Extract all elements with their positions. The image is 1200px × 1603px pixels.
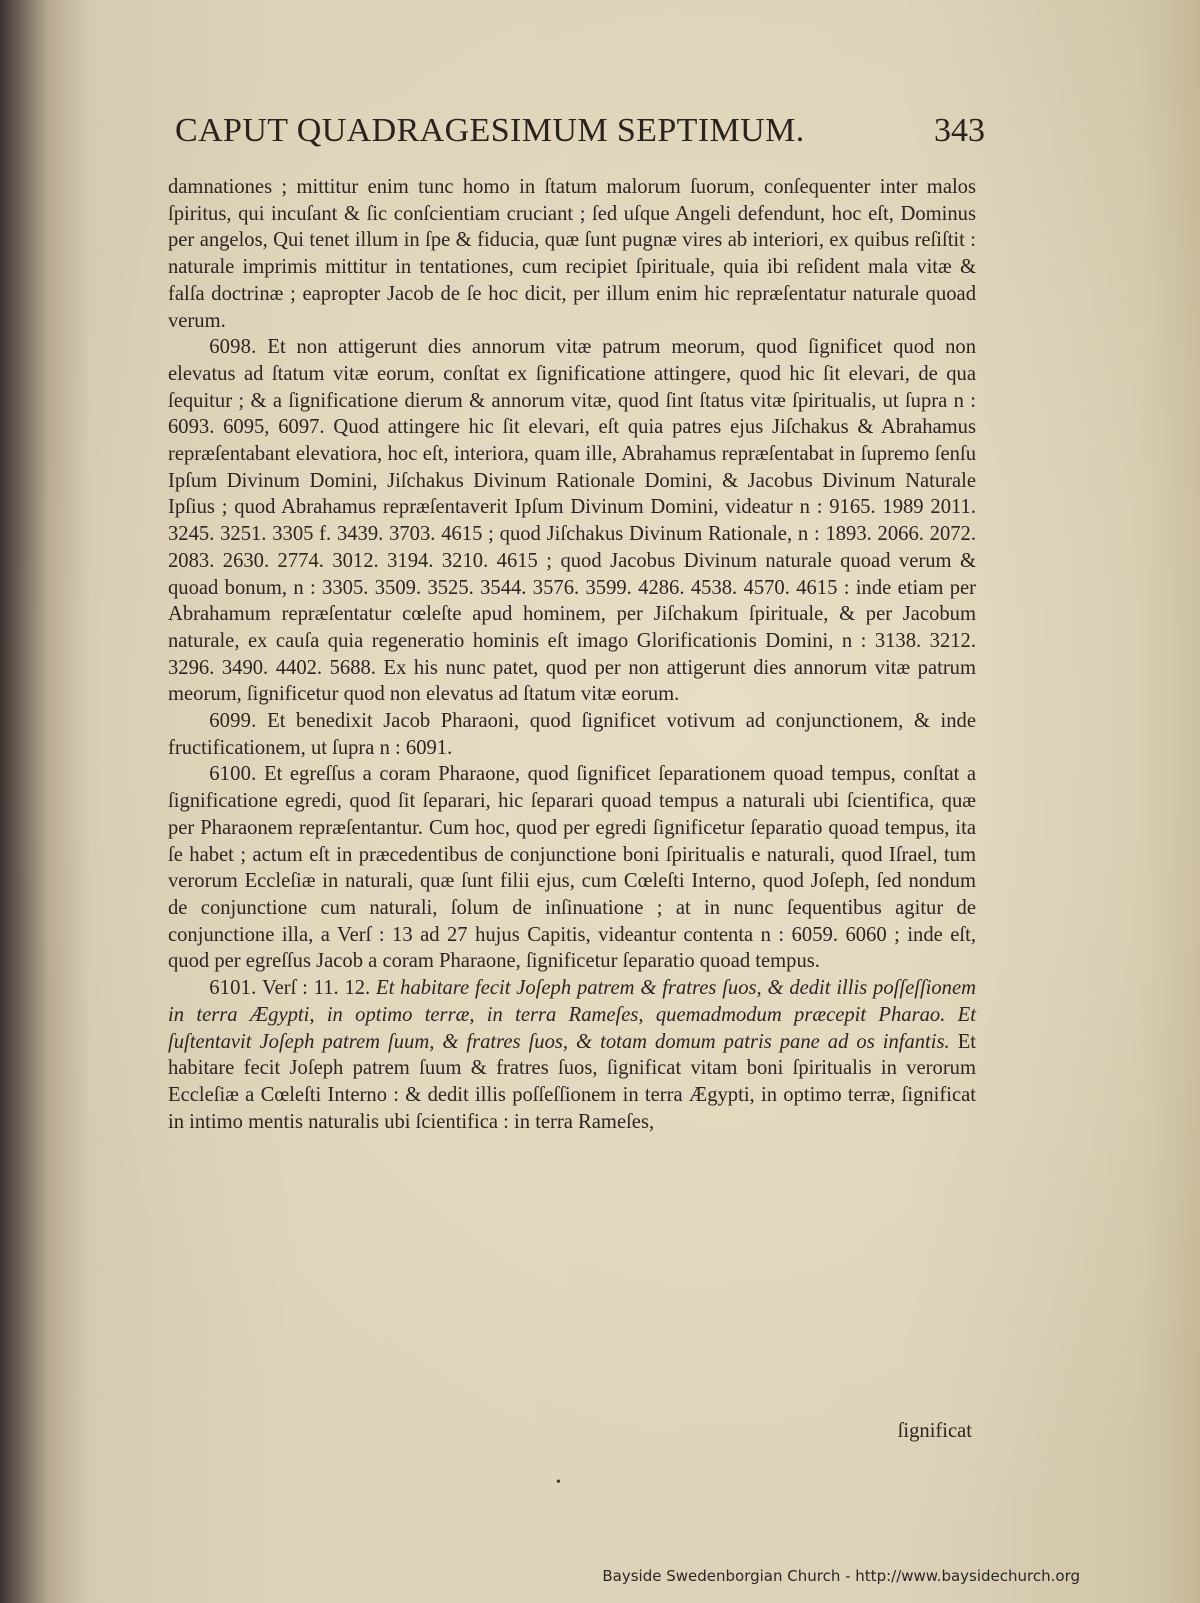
- paragraph-6100: [168, 761, 976, 975]
- catchword: ſignificat: [897, 1420, 972, 1442]
- signature-mark: •: [556, 1475, 561, 1490]
- verse-reference: Verſ : 11. 12.: [261, 977, 371, 1000]
- paragraph-number: 6100.: [209, 763, 257, 786]
- paragraph-number: 6099.: [209, 710, 257, 733]
- paragraph-text: Et benedixit Jacob Pharaoni, quod ſignificet votivum ad conjunctionem, & inde fructificationem, ut ſupra n : 6091.: [168, 710, 976, 759]
- page-number: 343: [934, 112, 985, 149]
- paragraph-number: 6098.: [209, 336, 257, 359]
- paragraph-6098: [168, 334, 976, 708]
- paragraph-text: Et habitare fecit Joſeph patrem ſuum & fratres ſuos, ſignificat vitam boni ſpiritualis in verorum Eccleſiæ a Cœleſti Interno : & dedit illis poſſeſſionem in terra Ægypti, in optimo terræ, ſignificat in intimo mentis naturalis ubi ſcientifica : in terra Rameſes,: [168, 1030, 976, 1133]
- paragraph-6101: [168, 975, 976, 1135]
- paragraph-text: damnationes ; mittitur enim tunc homo in ſtatum malorum ſuorum, conſequenter inter malos ſpiritus, qui incuſant & ſic conſcientiam cruciant ; ſed uſque Angeli defendunt, hoc eſt, Dominus per angelos, Qui tenet illum in ſpe & fiducia, quæ ſunt pugnæ vires ab interiori, ex quibus reſiſtit : naturale imprimis mittitur in tentationes, cum recipiet ſpirituale, quia ibi reſident mala vitæ & falſa doctrinæ ; eapropter Jacob de ſe hoc dicit, per illum enim hic repræſentatur naturale quoad verum.: [168, 176, 976, 332]
- paragraph-text: Et non attigerunt dies annorum vitæ patrum meorum, quod ſignificet quod non elevatus ad ſtatum vitæ eorum, conſtat ex ſignificatione attingere, quod hic ſit elevari, de qua ſequitur ; & a ſignificatione dierum & annorum vitæ, quod ſint ſtatus vitæ ſpiritualis, ut ſupra n : 6093. 6095, 6097. Quod attingere hic ſit elevari, eſt quia patres ejus Jiſchakus & Abrahamus repræſentabant elevatiora, hoc eſt, interiora, quam ille, Abrahamus repræſentabat in ſupremo ſenſu Ipſum Divinum Domini, Jiſchakus Divinum Rationale Domini, & Jacobus Divinum Naturale Ipſius ; quod Abrahamus repræſentaverit Ipſum Divinum Domini, videatur n : 9165. 1989 2011. 3245. 3251. 3305 f. 3439. 3703. 4615 ; quod Jiſchakus Divinum Rationale, n : 1893. 2066. 2072. 2083. 2630. 2774. 3012. 3194. 3210. 4615 ; quod Jacobus Divinum naturale quoad verum & quoad bonum, n : 3305. 3509. 3525. 3544. 3576. 3599. 4286. 4538. 4570. 4615 : inde etiam per Abrahamum repræſentatur cœleſte apud hominem, per Jiſchakum ſpirituale, & per Jacobum naturale, ex cauſa quia regeneratio hominis eſt imago Glorificationis Domini, n : 3138. 3212. 3296. 3490. 4402. 5688. Ex his nunc patet, quod per non attigerunt dies annorum vitæ patrum meorum, ſignificetur quod non elevatus ad ſtatum vitæ eorum.: [168, 336, 977, 706]
- paragraph-number: 6101.: [209, 977, 257, 1000]
- page-header: [175, 112, 995, 162]
- running-title: CAPUT QUADRAGESIMUM SEPTIMUM.: [175, 112, 805, 149]
- paragraph-text: Et egreſſus a coram Pharaone, quod ſignificet ſeparationem quoad tempus, conſtat a ſignificatione egredi, quod ſit ſeparari, hic ſeparari quoad tempus a naturali ubi ſcientifica, quæ per Pharaonem repræſentantur. Cum hoc, quod per egredi ſignificetur ſeparatio quoad tempus, ita ſe habet ; actum eſt in præcedentibus de conjunctione boni ſpiritualis e naturali, quod Iſrael, tum verorum Eccleſiæ in naturali, quæ ſunt filii ejus, cum Cœleſti Interno, quod Joſeph, ſed nondum de conjunctione cum naturali, ſolum de inſinuatione ; at in nunc ſequentibus agitur de conjunctione illa, a Verſ : 13 ad 27 hujus Capitis, videantur contenta n : 6059. 6060 ; inde eſt, quod per egreſſus Jacob a coram Pharaone, ſignificetur ſeparatio quoad tempus.: [168, 763, 976, 973]
- scripture-quotation: Et habitare fecit Joſeph patrem & fratres ſuos, & dedit illis poſſeſſionem in terra Ægypti, in optimo terræ, in terra Rameſes, quemadmodum præcepit Pharao. Et ſuſtentavit Joſeph patrem ſuum, & fratres ſuos, & totam domum patris pane ad os infantis.: [168, 977, 976, 1053]
- text-block: [168, 174, 976, 1135]
- paragraph-6099: [168, 708, 976, 761]
- watermark-credit: Bayside Swedenborgian Church - http://www.baysidechurch.org: [602, 1567, 1080, 1585]
- paragraph-continuation: [168, 174, 976, 334]
